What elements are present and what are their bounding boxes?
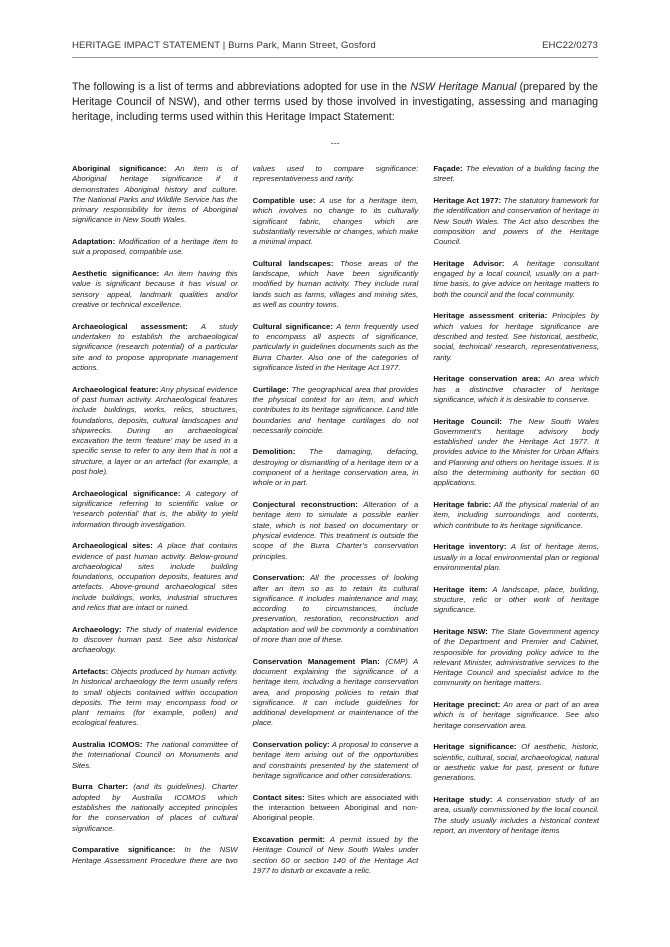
glossary-definition: An area which has a distinctive character of heritage significance, which it is desirable to conserve. [433, 374, 599, 404]
glossary-term: Heritage precinct: [433, 700, 501, 710]
glossary-entry [433, 374, 599, 405]
glossary-entry [433, 700, 599, 731]
glossary-term: Compatible use: [252, 195, 316, 205]
glossary-definition: All the physical material of an item, including surroundings and contents, which contribute to its heritage significance. [433, 500, 599, 530]
glossary-entry [253, 385, 419, 436]
glossary-definition: In the NSW Heritage Assessment Procedure there are two values used to compare significance: representativeness and rarity. [72, 164, 419, 865]
glossary-term: Excavation permit: [252, 835, 326, 845]
glossary-term: Conservation: [252, 573, 305, 583]
glossary-entry [433, 417, 599, 489]
glossary-entry [72, 625, 238, 656]
glossary-definition: The geographical area that provides the physical context for an item, and which contributes to its heritage significance. Land title boundaries and heritage curtilages do not necessarily coincide. [252, 384, 419, 435]
glossary-term: Australia ICOMOS: [72, 740, 143, 750]
glossary-entry [253, 322, 419, 373]
glossary-definition: The study of material evidence to discover human past. See also historical archaeology. [72, 624, 238, 655]
glossary-entry [253, 657, 419, 729]
glossary-term: Heritage item: [433, 584, 488, 594]
intro-text-end: (prepared by the Heritage Council of NSW), and other terms used by those involved in investigating, assessing and managing heritage, including terms used within this Heritage Impact Statement: [72, 81, 599, 123]
glossary-term: Conservation Management Plan: [252, 656, 380, 666]
glossary-definition: An item having this value is significant because it has visual or sensory appeal, landmark qualities and/or creative or technical excellence. [72, 269, 238, 310]
glossary-term: Archaeological assessment: [72, 321, 188, 331]
glossary-term: Heritage fabric: [433, 500, 492, 510]
glossary-term: Heritage NSW: [433, 626, 488, 636]
glossary-term: Demolition: [252, 447, 296, 457]
glossary-term: Cultural landscapes: [252, 258, 334, 268]
glossary-entry [72, 740, 238, 771]
glossary-term: Conservation policy: [252, 740, 330, 750]
glossary-entry [433, 795, 599, 836]
glossary-definition: The national committee of the International Council on Monuments and Sites. [72, 740, 238, 770]
header-title: HERITAGE IMPACT STATEMENT | Burns Park, Mann Street, Gosford [72, 40, 376, 51]
glossary-term: Heritage Council: [433, 416, 502, 426]
glossary-entry [253, 259, 419, 310]
glossary-definition: A heritage consultant engaged by a local council, usually on a part-time basis, to give advice on heritage matters to both the council and the local community. [433, 258, 599, 299]
glossary-definition: A proposal to conserve a heritage item arising out of the opportunities and constraints presented by the statement of heritage significance and other considerations. [252, 740, 419, 781]
glossary-term: Conjectural reconstruction: [252, 500, 358, 510]
glossary-definition: An area or part of an area which is of heritage significance. See also heritage conservation area. [433, 700, 599, 730]
glossary-entry [433, 500, 599, 531]
glossary-term: Heritage study: [433, 794, 493, 804]
glossary-definition: All the processes of looking after an item so as to retain its cultural significance. It includes maintenance and may, according to circumstances, include preservation, restoration, reconstruction and adaptation and will be commonly a combination of more than one of these. [252, 573, 419, 645]
glossary-definition: Of aesthetic, historic, scientific, cultural, social, archaeological, natural or aesthetic value for past, present or future generations. [433, 742, 599, 783]
glossary-term: Adaptation: [72, 237, 116, 247]
glossary-definition: A conservation study of an area, usually commissioned by the local council. The study usually includes a historical context report, an inventory of heritage items [433, 794, 599, 835]
glossary-definition: A study undertaken to establish the archaeological significance (research potential) of a particular site and to propose appropriate management actions. [72, 321, 238, 372]
intro-text-start: The following is a list of terms and abbreviations adopted for use in the [72, 81, 411, 93]
header-rule [72, 57, 598, 58]
glossary-term: Aboriginal significance: [72, 164, 167, 173]
glossary-entry [72, 164, 238, 226]
intro-text-italic: NSW Heritage Manual [410, 81, 517, 93]
glossary-term: Cultural significance: [252, 321, 333, 331]
glossary-entry [253, 447, 419, 488]
glossary-term: Heritage Advisor: [433, 258, 505, 268]
glossary-term: Heritage assessment criteria: [433, 311, 548, 321]
glossary-term: Contact sites: [252, 792, 305, 802]
intro-paragraph [72, 80, 598, 125]
glossary-term: Burra Charter: [72, 782, 129, 792]
glossary-entry [433, 742, 599, 783]
glossary-entry [253, 500, 419, 562]
glossary-entry [72, 667, 238, 729]
glossary-definition: Objects produced by human activity. In historical archaeology the term usually refers to small objects contained within occupation deposits. The term may encompass food or plant remains (for example, pollen) and ecological features. [72, 667, 238, 728]
glossary-definition: A category of significance referring to scientific value or ‘research potential’ that is, the ability to yield information through investigation. [72, 488, 238, 529]
glossary-definition: Those areas of the landscape, which have been significantly modified by human activity. They include rural lands such as farms, villages and mining sites, as well as country towns. [252, 258, 419, 310]
glossary-entry [72, 489, 238, 530]
glossary-term: Heritage significance: [433, 742, 517, 752]
glossary-definition: The elevation of a building facing the street. [433, 164, 599, 184]
glossary-entry [433, 196, 599, 247]
glossary-definition: Any physical evidence of past human activity. Archaeological features include buildings, works, relics, structures, foundations, deposits, cultural landscapes and shipwrecks. During an archaeological excavation the term ‘feature’ may be used in a specific sense to refer to any item that is not a structure, a layer or an artefact (for example, a post hole). [72, 384, 238, 476]
glossary-definition: Sites which are associated with the interaction between Aboriginal and non-Aboriginal people. [252, 792, 419, 823]
page-header [72, 40, 598, 51]
glossary-definition: The State Government agency of the Department and Premier and Cabinet, responsible for providing policy advice to the relevant Minister, administrative services to the Heritage Council and specialist advice to the community on heritage matters. [433, 626, 599, 688]
glossary-definition: Alteration of a heritage item to simulate a possible earlier state, which is not based on documentary or physical evidence. This treatment is outside the scope of the Burra Charter’s conservation principles. [252, 500, 419, 561]
glossary-entry [433, 585, 599, 616]
glossary-term: Archaeology: [72, 624, 122, 634]
glossary-entry [72, 322, 238, 373]
glossary-definition: The New South Wales Government’s heritage advisory body established under the Heritage Act 1977. It provides advice to the Minister for Urban Affairs and Planning and others on heritage issues. It is also the determining authority for section 60 applications. [433, 416, 599, 488]
glossary-definition: A permit issued by the Heritage Council of New South Wales under section 60 or section 140 of the Heritage Act 1977 to disturb or excavate a relic. [252, 835, 419, 875]
glossary-entry [433, 542, 599, 573]
glossary-entry [253, 573, 419, 645]
glossary-entry [253, 196, 419, 247]
glossary-definition: The statutory framework for the identification and conservation of heritage in New South Wales. The Act also describes the composition and powers of the Heritage Council. [433, 195, 599, 247]
glossary-entry [253, 740, 419, 781]
glossary-definition: A landscape, place, building, structure, relic or other work of heritage significance. [433, 584, 599, 615]
glossary-term: Curtilage: [252, 384, 289, 394]
glossary-entry [72, 269, 238, 310]
glossary-term: Archaeological significance: [72, 488, 181, 498]
glossary-definition: The damaging, defacing, destroying or dismantling of a heritage item or a component of a heritage conservation area, in whole or in part. [252, 447, 419, 488]
glossary-entry [433, 164, 599, 185]
glossary-definition: A use for a heritage item, which involves no change to its culturally significant fabric, changes which are substantially reversible or changes, which make a minimal impact. [252, 195, 419, 247]
glossary-term: Heritage inventory: [433, 542, 507, 552]
glossary-definition: (CMP) A document explaining the significance of a heritage item, including a heritage conservation area, and proposing policies to retain that significance. It can include guidelines for additional development or maintenance of the place. [252, 656, 419, 728]
glossary-columns [72, 164, 599, 886]
glossary-entry [72, 237, 238, 258]
glossary-entry [72, 385, 238, 478]
glossary-term: Artefacts: [72, 667, 109, 676]
glossary-definition: Modification of a heritage item to suit a proposed, compatible use. [72, 237, 238, 257]
glossary-term: Façade: [433, 164, 463, 173]
glossary-entry [72, 541, 238, 613]
glossary-term: Archaeological sites: [72, 541, 153, 551]
glossary-entry [433, 259, 599, 300]
section-separator: --- [330, 138, 340, 148]
glossary-definition: A place that contains evidence of past human activity. Below-ground archaeological sites include building foundations, occupation deposits, features and artefacts. Above-ground archaeological sites include buildings, works, industrial structures and relics that are intact or ruined. [72, 541, 238, 613]
glossary-definition: Principles by which values for heritage significance are described and tested. See historical, aesthetic, social, technical/ research, representativeness, rarity. [433, 311, 599, 362]
glossary-term: Comparative significance: [72, 845, 176, 855]
glossary-term: Heritage Act 1977: [433, 195, 502, 205]
glossary-definition: A term frequently used to encompass all aspects of significance, particularly in guidelines documents such as the Burra Charter. Also one of the categories of significance listed in the Heritage Act 1977. [252, 321, 419, 372]
glossary-entry [253, 793, 419, 824]
glossary-entry [253, 835, 419, 876]
document-reference: EHC22/0273 [542, 40, 598, 51]
glossary-entry [433, 311, 599, 362]
glossary-entry [433, 627, 599, 689]
glossary-definition: A list of heritage items, usually in a local environmental plan or regional environmental plan. [433, 542, 599, 572]
glossary-term: Archaeological feature: [72, 384, 159, 394]
glossary-entry [72, 782, 238, 833]
glossary-term: Aesthetic significance: [72, 269, 160, 279]
glossary-definition: An item is of Aboriginal heritage significance if it demonstrates Aboriginal history and culture. The National Parks and Wildlife Service has the primary responsibility for items of Aboriginal significance in New South Wales. [72, 164, 238, 225]
glossary-term: Heritage conservation area: [433, 374, 541, 384]
glossary-definition: (and its guidelines). Charter adopted by Australia ICOMOS which establishes the nationally accepted principles for the conservation of places of cultural significance. [72, 782, 238, 833]
